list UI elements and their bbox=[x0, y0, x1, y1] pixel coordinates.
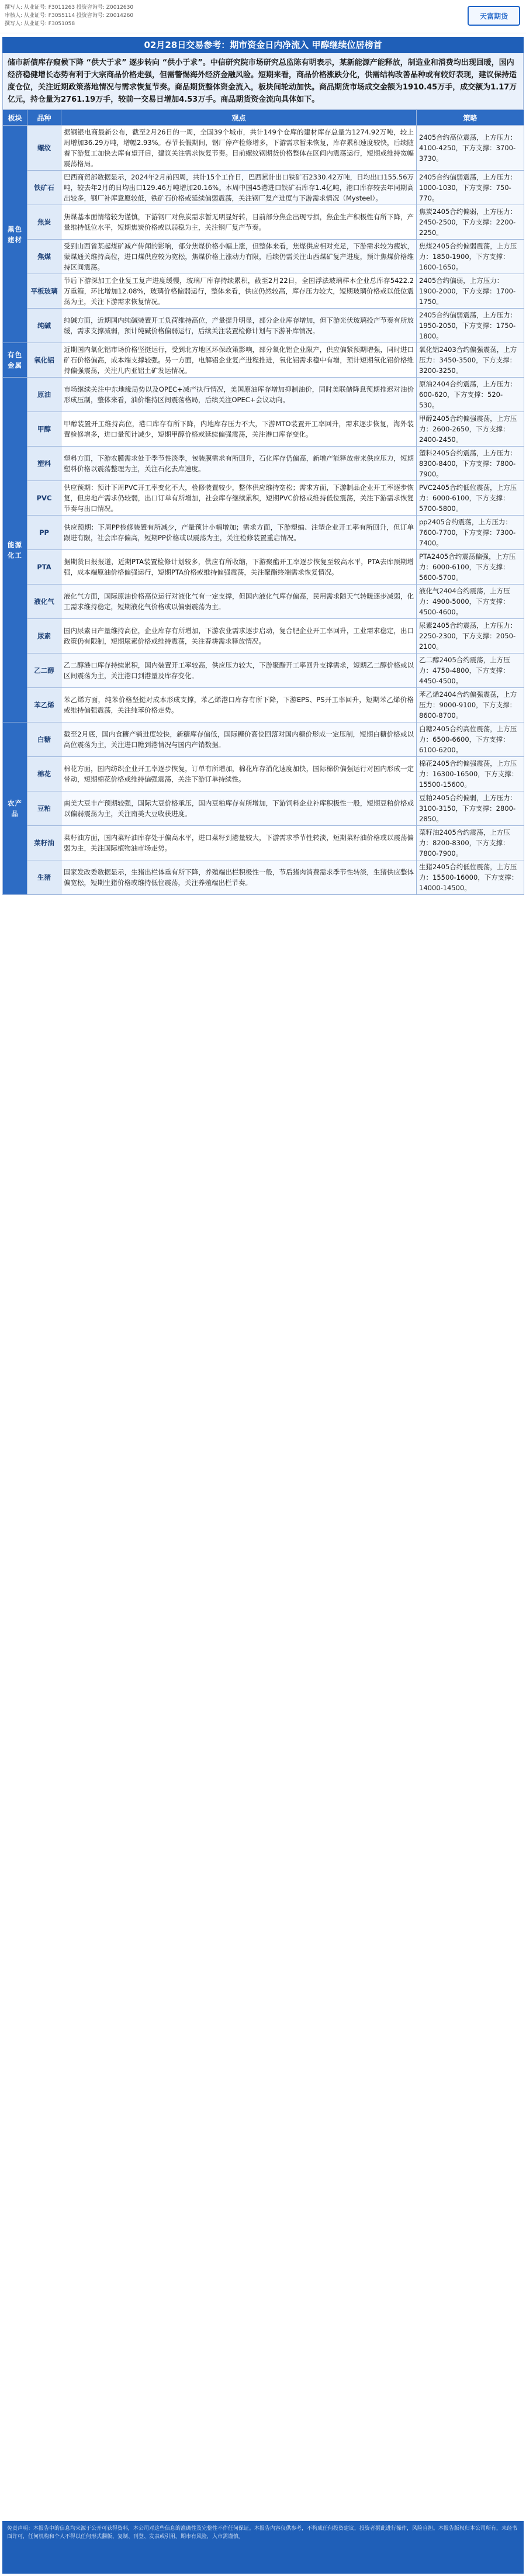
view-cell: 据钢银电商最新公布，截至2月26日的一周，全国39个城市，共计149个仓库的建材库存总量为1274.92万吨，较上周增加36.29万吨，增幅2.93%。春节长假期间，钢厂停产检修增多，下游需求暂未恢复，库存累积速度较快，后续随着下游复工加快去库有望开启，建议关注需求恢复节奏。目前螺纹钢期货价格整体在区间内震荡运行，短期或维持宽幅震荡格局。 bbox=[61, 126, 417, 171]
brand-logo: 天富期货 bbox=[468, 6, 520, 26]
view-cell: 焦煤基本面情绪较为谨慎，下游钢厂对焦炭需求暂无明显好转，目前部分焦企出现亏损，焦企生产积极性有所下降，产量维持低位水平，短期焦炭价格或以弱稳为主，关注钢厂复产节奏。 bbox=[61, 205, 417, 240]
strategy-cell: 焦炭2405合约偏弱，上方压力：2450-2500，下方支撑：2200-2250。 bbox=[417, 205, 524, 240]
sector-cell: 有色金属 bbox=[3, 343, 27, 378]
author-info bbox=[5, 4, 133, 28]
table-row bbox=[3, 860, 524, 895]
market-summary: 储市新债库存窥候下降 “供大于求” 逐步转向 “供小于求”。中信研究院市场研究总监陈有明表示，某新能源产能释放，制造业和消费均出现回暖，国内经济稳健增长态势有利于大宗商品价格走强，但需警惕海外经济金融风险。短期来看，商品价格涨跌分化，供需结构改善品种或有较好表现，建议保持适度仓位，关注近期政策落地情况与需求恢复节奏。商品期货整体资金流入，板块间轮动加快。商品期货市场成交金额为1910.45万手，成交额为1.17万亿元，持仓量为2761.19万手，较前一交易日增加4.53万手。商品期货资金流向具体如下。 bbox=[2, 53, 524, 109]
table-row bbox=[3, 343, 524, 378]
strategy-cell: 乙二醇2405合约震荡，上方压力：4750-4800，下方支撑：4450-4500。 bbox=[417, 653, 524, 688]
product-cell: 生猪 bbox=[27, 860, 61, 895]
product-cell: 豆粕 bbox=[27, 791, 61, 826]
view-cell: 棉花方面，国内纺织企业开工率逐步恢复，订单有所增加，棉花库存消化速度加快，国际棉价偏强运行对国内形成一定带动，短期棉花价格或维持偏强震荡，关注下游订单持续性。 bbox=[61, 757, 417, 791]
view-cell: 巴西商贸部数据显示，2024年2月前四周，共计15个工作日，巴西累计出口铁矿石2330.42万吨，日均出口155.56万吨，较去年2月的日均出口129.46万吨增加20.16%。本周中国45港进口铁矿石库存1.4亿吨，港口库存较去年同期高出较多，钢厂补库意愿较低，铁矿石价格或延续偏弱震荡，关注钢厂复产进度与下游需求情况（Mysteel）。 bbox=[61, 171, 417, 205]
table-body bbox=[3, 126, 524, 895]
product-cell: 平板玻璃 bbox=[27, 274, 61, 309]
product-cell: 螺纹 bbox=[27, 126, 61, 171]
table-row bbox=[3, 688, 524, 722]
strategy-cell: 原油2404合约震荡，上方压力：600-620，下方支撑：520-530。 bbox=[417, 378, 524, 412]
strategy-cell: PTA2405合约震荡偏强，上方压力：6000-6100，下方支撑：5600-5700。 bbox=[417, 550, 524, 585]
page-header bbox=[0, 0, 526, 33]
strategy-cell: 生猪2405合约低位震荡，上方压力：15500-16000，下方支撑：14000-14500。 bbox=[417, 860, 524, 895]
trading-reference-table bbox=[2, 109, 524, 895]
view-cell: 塑料方面，下游农膜需求处于季节性淡季，包装膜需求有所回升，石化库存仍偏高，新增产能释放带来供应压力，短期塑料价格以震荡整理为主，关注石化去库速度。 bbox=[61, 447, 417, 481]
view-cell: 供应预期：预计下周PVC开工率变化不大，检修装置较少，整体供应维持宽松；需求方面，下游制品企业开工率逐步恢复，但房地产需求仍较弱，出口订单有所增加，社会库存继续累积，短期PVC价格或维持低位震荡，关注下游需求恢复节奏与出口情况。 bbox=[61, 481, 417, 516]
product-cell: 乙二醇 bbox=[27, 653, 61, 688]
view-cell: 市场继续关注中东地缘局势以及OPEC+减产执行情况，美国原油库存增加抑制油价，同时美联储降息预期推迟对油价形成压制，整体来看，油价维持区间震荡格局，后续关注OPEC+会议动向。 bbox=[61, 378, 417, 412]
view-cell: 甲醇装置开工维持高位，港口库存有所下降，内地库存压力不大，下游MTO装置开工率回升，需求逐步恢复，海外装置检修增多，进口量预计减少，短期甲醇价格或延续偏强震荡，关注港口库存变化。 bbox=[61, 412, 417, 447]
product-cell: 氧化铝 bbox=[27, 343, 61, 378]
strategy-cell: 2405合约偏弱震荡，上方压力：1950-2050，下方支撑：1750-1800。 bbox=[417, 309, 524, 343]
table-row bbox=[3, 516, 524, 550]
view-cell: 据期货日报报道，近期PTA装置检修计划较多，供应有所收缩，下游聚酯开工率逐步恢复至较高水平，PTA去库预期增强，成本端原油价格偏强运行，短期PTA价格或维持偏强震荡，关注聚酯终端需求恢复情况。 bbox=[61, 550, 417, 585]
view-cell: 供应预期：下周PP检修装置有所减少，产量预计小幅增加；需求方面，下游塑编、注塑企业开工率有所回升，但订单跟进有限，社会库存偏高，短期PP价格或以震荡为主，关注检修装置重启情况。 bbox=[61, 516, 417, 550]
product-cell: 液化气 bbox=[27, 585, 61, 619]
strategy-cell: pp2405合约震荡，上方压力：7600-7700，下方支撑：7300-7400。 bbox=[417, 516, 524, 550]
view-cell: 节后下游深加工企业复工复产进度缓慢，玻璃厂库存持续累积，截至2月22日，全国浮法玻璃样本企业总库存5422.2万重箱，环比增加12.08%，玻璃价格偏弱运行，整体来看，供应仍然较高，库存压力较大，短期玻璃价格或以低位震荡为主，关注下游需求恢复情况。 bbox=[61, 274, 417, 309]
table-row bbox=[3, 205, 524, 240]
report-title: 02月28日交易参考：期市资金日内净流入 甲醇继续位居榜首 bbox=[2, 37, 524, 53]
table-row bbox=[3, 550, 524, 585]
author-line: 撰写人: 从业证号: F3011263 投资咨询号: Z0012630 bbox=[5, 5, 134, 11]
strategy-cell: 菜籽油2405合约震荡，上方压力：8200-8300，下方支撑：7800-7900。 bbox=[417, 826, 524, 860]
product-cell: PP bbox=[27, 516, 61, 550]
view-cell: 菜籽油方面，国内菜籽油库存处于偏高水平，进口菜籽到港量较大，下游需求季节性转淡，短期菜籽油价格或以震荡偏弱为主，关注国际植物油市场走势。 bbox=[61, 826, 417, 860]
product-cell: 尿素 bbox=[27, 619, 61, 653]
strategy-cell: 2405合约偏弱，上方压力：1900-2000，下方支撑：1700-1750。 bbox=[417, 274, 524, 309]
table-row bbox=[3, 481, 524, 516]
product-cell: 棉花 bbox=[27, 757, 61, 791]
strategy-cell: 豆粕2405合约偏弱，上方压力：3100-3150，下方支撑：2800-2850。 bbox=[417, 791, 524, 826]
strategy-cell: 液化气2404合约震荡，上方压力：4900-5000，下方支撑：4500-4600。 bbox=[417, 585, 524, 619]
column-header-product: 品种 bbox=[27, 110, 61, 126]
view-cell: 液化气方面，国际原油价格高位运行对液化气有一定支撑，但国内液化气库存偏高，民用需求随天气转暖逐步减弱，化工需求维持稳定，短期液化气价格或以偏弱震荡为主。 bbox=[61, 585, 417, 619]
table-row bbox=[3, 653, 524, 688]
product-cell: 原油 bbox=[27, 378, 61, 412]
table-row bbox=[3, 791, 524, 826]
product-cell: 纯碱 bbox=[27, 309, 61, 343]
table-header-row bbox=[3, 110, 524, 126]
product-cell: 苯乙烯 bbox=[27, 688, 61, 722]
view-cell: 南美大豆丰产预期较强，国际大豆价格承压，国内豆粕库存有所增加，下游饲料企业补库积极性一般，短期豆粕价格或以偏弱震荡为主，关注南美大豆收获进度。 bbox=[61, 791, 417, 826]
strategy-cell: 塑料2405合约震荡，上方压力：8300-8400，下方支撑：7800-7900。 bbox=[417, 447, 524, 481]
column-header-strategy: 策略 bbox=[417, 110, 524, 126]
table-row bbox=[3, 240, 524, 274]
table-row bbox=[3, 585, 524, 619]
disclaimer-footer: 免责声明：本报告中的信息均来源于公开可获得资料，本公司对这些信息的准确性及完整性不作任何保证。本报告内容仅供参考，不构成任何投资建议，投资者据此进行操作，风险自担。本报告版权归本公司所有，未经书面许可，任何机构和个人不得以任何形式翻版、复制、刊登、发表或引用。期市有风险，入市需谨慎。 bbox=[2, 2521, 524, 2574]
strategy-cell: 焦煤2405合约偏弱震荡，上方压力：1850-1900，下方支撑：1600-1650。 bbox=[417, 240, 524, 274]
product-cell: 甲醇 bbox=[27, 412, 61, 447]
table-row bbox=[3, 412, 524, 447]
view-cell: 截至2月底，国内食糖产销进度较快，新糖库存偏低，国际糖价高位回落对国内糖价形成一定压制，短期白糖价格或以高位震荡为主，关注进口糖到港情况与国内产销数据。 bbox=[61, 722, 417, 757]
table-row bbox=[3, 309, 524, 343]
strategy-cell: 2405合约高位震荡，上方压力：4100-4250，下方支撑：3700-3730。 bbox=[417, 126, 524, 171]
table-row bbox=[3, 757, 524, 791]
view-cell: 近期国内氧化铝市场价格坚挺运行，受到北方地区环保政策影响，部分氧化铝企业限产，供应偏紧预期增强，同时进口矿石价格偏高，成本端支撑较强。另一方面，电解铝企业复产进程推进，氧化铝需求稳中有增，预计短期氧化铝价格维持偏强震荡，关注几内亚铝土矿发运情况。 bbox=[61, 343, 417, 378]
table-row bbox=[3, 619, 524, 653]
sector-cell: 能源化工 bbox=[3, 378, 27, 722]
product-cell: 菜籽油 bbox=[27, 826, 61, 860]
table-row bbox=[3, 171, 524, 205]
strategy-cell: 甲醇2405合约偏强震荡，上方压力：2600-2650，下方支撑：2400-2450。 bbox=[417, 412, 524, 447]
view-cell: 纯碱方面，近期国内纯碱装置开工负荷维持高位，产量提升明显，部分企业库存增加，但下游光伏玻璃投产节奏有所放缓，需求支撑减弱，预计纯碱价格偏弱运行，后续关注装置检修计划与下游补库情况。 bbox=[61, 309, 417, 343]
strategy-cell: 2405合约偏弱震荡，上方压力：1000-1030，下方支撑：750-770。 bbox=[417, 171, 524, 205]
view-cell: 苯乙烯方面，纯苯价格坚挺对成本形成支撑，苯乙烯港口库存有所下降，下游EPS、PS开工率回升，短期苯乙烯价格或维持偏强震荡，关注纯苯价格走势。 bbox=[61, 688, 417, 722]
product-cell: 焦煤 bbox=[27, 240, 61, 274]
product-cell: PVC bbox=[27, 481, 61, 516]
table-row bbox=[3, 274, 524, 309]
strategy-cell: PVC2405合约低位震荡，上方压力：6000-6100，下方支撑：5700-5800。 bbox=[417, 481, 524, 516]
strategy-cell: 棉花2405合约偏强震荡，上方压力：16300-16500，下方支撑：15500-15600。 bbox=[417, 757, 524, 791]
strategy-cell: 氧化铝2403合约偏强震荡，上方压力：3450-3500，下方支撑：3200-3250。 bbox=[417, 343, 524, 378]
table-row bbox=[3, 447, 524, 481]
view-cell: 乙二醇港口库存持续累积，国内装置开工率较高，供应压力较大，下游聚酯开工率回升支撑需求，短期乙二醇价格或以区间震荡为主，关注港口到港量及库存变化。 bbox=[61, 653, 417, 688]
table-row bbox=[3, 378, 524, 412]
column-header-view: 观点 bbox=[61, 110, 417, 126]
strategy-cell: 尿素2405合约震荡，上方压力：2250-2300，下方支撑：2050-2100。 bbox=[417, 619, 524, 653]
author-line: 审核人: 从业证号: F3055114 投资咨询号: Z0014260 bbox=[5, 13, 134, 19]
sector-cell: 黑色建材 bbox=[3, 126, 27, 343]
table-row bbox=[3, 722, 524, 757]
view-cell: 国内尿素日产量维持高位，企业库存有所增加，下游农业需求逐步启动，复合肥企业开工率回升，工业需求稳定，出口政策仍有限制，短期尿素价格或维持震荡，关注春耕需求释放情况。 bbox=[61, 619, 417, 653]
view-cell: 受到山西省某起煤矿减产传闻的影响，部分焦煤价格小幅上涨，但整体来看，焦煤供应相对充足，下游需求较为疲软，蒙煤通关维持高位，进口煤供应较为宽松，焦煤价格上涨动力有限，后续仍需关注山西煤矿复产进度，预计焦煤价格维持区间震荡。 bbox=[61, 240, 417, 274]
strategy-cell: 白糖2405合约高位震荡，上方压力：6500-6600，下方支撑：6100-6200。 bbox=[417, 722, 524, 757]
product-cell: 白糖 bbox=[27, 722, 61, 757]
sector-cell: 农产品 bbox=[3, 722, 27, 895]
strategy-cell: 苯乙烯2404合约偏强震荡，上方压力：9000-9100，下方支撑：8600-8700。 bbox=[417, 688, 524, 722]
product-cell: 铁矿石 bbox=[27, 171, 61, 205]
product-cell: 焦炭 bbox=[27, 205, 61, 240]
table-row bbox=[3, 126, 524, 171]
table-row bbox=[3, 826, 524, 860]
column-header-sector: 板块 bbox=[3, 110, 27, 126]
product-cell: PTA bbox=[27, 550, 61, 585]
product-cell: 塑料 bbox=[27, 447, 61, 481]
view-cell: 国家发改委数据显示，生猪出栏体重有所下降，养殖端出栏积极性一般，节后猪肉消费需求季节性转淡，生猪供应整体偏宽松，短期生猪价格或维持低位震荡，关注养殖端出栏节奏。 bbox=[61, 860, 417, 895]
author-line: 撰写人: 从业证号: F3051058 bbox=[5, 21, 75, 27]
